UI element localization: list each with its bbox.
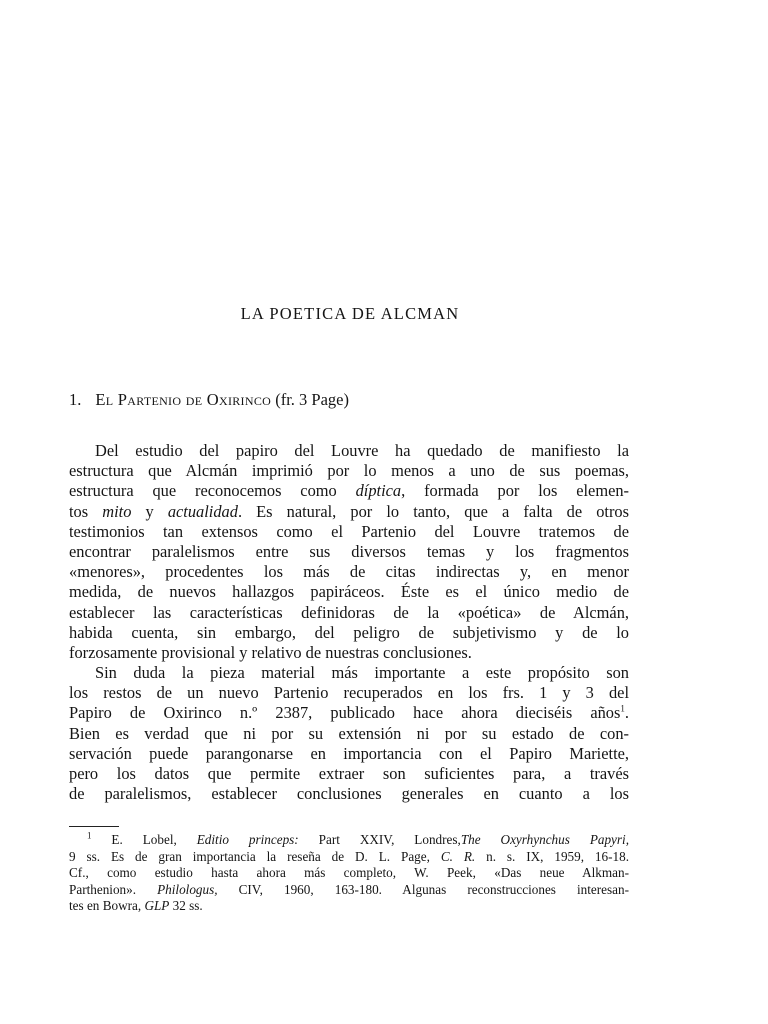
footnote [69, 832, 629, 915]
text-run: Parthenion». [69, 881, 158, 897]
text-run: 32 ss. [169, 898, 203, 914]
text-run: estructura que reconocemos como [69, 481, 356, 501]
footnote-marker: 1 [620, 703, 625, 714]
text-run: establecer las características definidoras de la «poética» de Alcmán, [69, 602, 629, 622]
text-line [69, 522, 629, 542]
body-text [69, 441, 629, 804]
text-line [69, 603, 629, 623]
text-run: forzosamente provisional y relativo de nuestras conclusiones. [69, 642, 472, 662]
page-title: LA POETICA DE ALCMAN [240, 304, 460, 323]
footnote-marker: 1 [87, 830, 92, 841]
text-run: . Es natural, por lo tanto, que a falta de otros [237, 501, 629, 521]
text-run: , formada por los elemen- [401, 481, 630, 501]
text-line [69, 703, 629, 723]
text-run: tos [69, 501, 103, 521]
text-run: Cf., como estudio hasta ahora más completo, W. Peek, «Das neue Alkman- [69, 865, 629, 881]
text-line [69, 441, 629, 461]
italic-text: The Oxyrhynchus Papyri, [460, 832, 630, 847]
text-run: encontrar paralelismos entre sus diversos temas y los fragmentos [69, 541, 629, 561]
text-run: «menores», procedentes los más de citas indirectas y, en menor [69, 562, 629, 582]
footnote-line [69, 882, 629, 899]
text-line [69, 683, 629, 703]
text-line [69, 623, 629, 643]
footnote-line [69, 865, 629, 882]
text-run: E. Lobel, [91, 832, 197, 847]
text-line [69, 663, 629, 683]
section-title: El Partenio de Oxirinco [95, 390, 272, 409]
section-heading [69, 390, 349, 410]
section-reference: (fr. 3 Page) [275, 390, 349, 409]
text-line [69, 724, 629, 744]
text-line [69, 562, 629, 582]
text-line [69, 461, 629, 481]
text-run: Sin duda la pieza material más importante a este propósito son [95, 663, 629, 683]
text-line [69, 481, 629, 501]
section-number: 1. [69, 390, 82, 409]
italic-text: GLP [144, 898, 170, 914]
text-line [69, 502, 629, 522]
text-line [69, 542, 629, 562]
footnote-line [69, 849, 629, 866]
italic-text: Editio princeps: [196, 832, 299, 847]
text-run: estructura que Alcmán imprimió por lo menos a uno de sus poemas, [69, 461, 629, 481]
text-run: servación puede parangonarse en importancia con el Papiro Mariette, [69, 743, 629, 763]
footnote-line [69, 898, 629, 915]
text-run: y [131, 501, 168, 521]
text-run: Part XXIV, Londres, [298, 832, 461, 847]
text-run: CIV, 1960, 163-180. Algunas reconstrucciones interesan- [217, 881, 629, 897]
text-line [69, 744, 629, 764]
text-run: Del estudio del papiro del Louvre ha quedado de manifiesto la [95, 441, 629, 460]
italic-text: Philologus, [157, 881, 218, 897]
text-run: Bien es verdad que ni por su extensión ni por su estado de con- [69, 723, 629, 743]
text-line [69, 764, 629, 784]
text-run: medida, de nuevos hallazgos papiráceos. Éste es el único medio de [69, 582, 629, 602]
text-line [69, 643, 629, 663]
italic-text: mito [102, 501, 132, 521]
text-run: Papiro de Oxirinco n.º 2387, publicado hace ahora dieciséis años [69, 703, 621, 723]
text-run: habida cuenta, sin embargo, del peligro de subjetivismo y de lo [69, 622, 629, 642]
footnote-line [69, 832, 629, 849]
text-run: . [624, 703, 629, 723]
text-run: los restos de un nuevo Partenio recuperados en los frs. 1 y 3 del [69, 683, 629, 703]
text-run: tes en Bowra, [69, 898, 145, 914]
text-line [69, 582, 629, 602]
text-line [69, 784, 629, 804]
text-run: testimonios tan extensos como el Partenio del Louvre tratemos de [69, 521, 629, 541]
text-run: de paralelismos, establecer conclusiones generales en cuanto a los [69, 784, 629, 804]
italic-text: actualidad [167, 501, 238, 521]
text-run: n. s. IX, 1959, 16-18. [475, 848, 629, 864]
text-run: 9 ss. Es de gran importancia la reseña de D. L. Page, [69, 848, 441, 864]
text-run: pero los datos que permite extraer son suficientes para, a través [69, 764, 629, 783]
italic-text: C. R. [440, 848, 476, 864]
footnote-divider [69, 826, 119, 827]
italic-text: díptica [355, 481, 402, 501]
